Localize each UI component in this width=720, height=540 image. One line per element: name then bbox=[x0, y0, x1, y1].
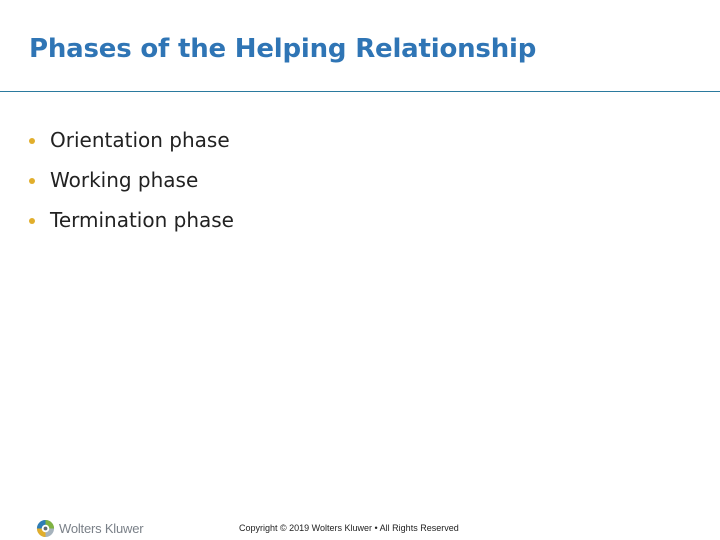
bullet-list bbox=[29, 120, 234, 240]
title-divider bbox=[0, 91, 720, 92]
bullet-item bbox=[29, 200, 234, 240]
copyright-text: Copyright © 2019 Wolters Kluwer • All Rights Reserved bbox=[239, 523, 459, 533]
bullet-text: Termination phase bbox=[50, 208, 234, 232]
bullet-item bbox=[29, 160, 234, 200]
bullet-dot-icon bbox=[29, 178, 35, 184]
bullet-text: Working phase bbox=[50, 168, 199, 192]
bullet-text: Orientation phase bbox=[50, 128, 230, 152]
bullet-item bbox=[29, 120, 234, 160]
bullet-dot-icon bbox=[29, 138, 35, 144]
slide-title: Phases of the Helping Relationship bbox=[29, 34, 537, 64]
wolters-kluwer-logo bbox=[36, 519, 143, 538]
logo-text: Wolters Kluwer bbox=[59, 521, 144, 536]
wolters-kluwer-logo-icon bbox=[36, 519, 55, 538]
bullet-dot-icon bbox=[29, 218, 35, 224]
